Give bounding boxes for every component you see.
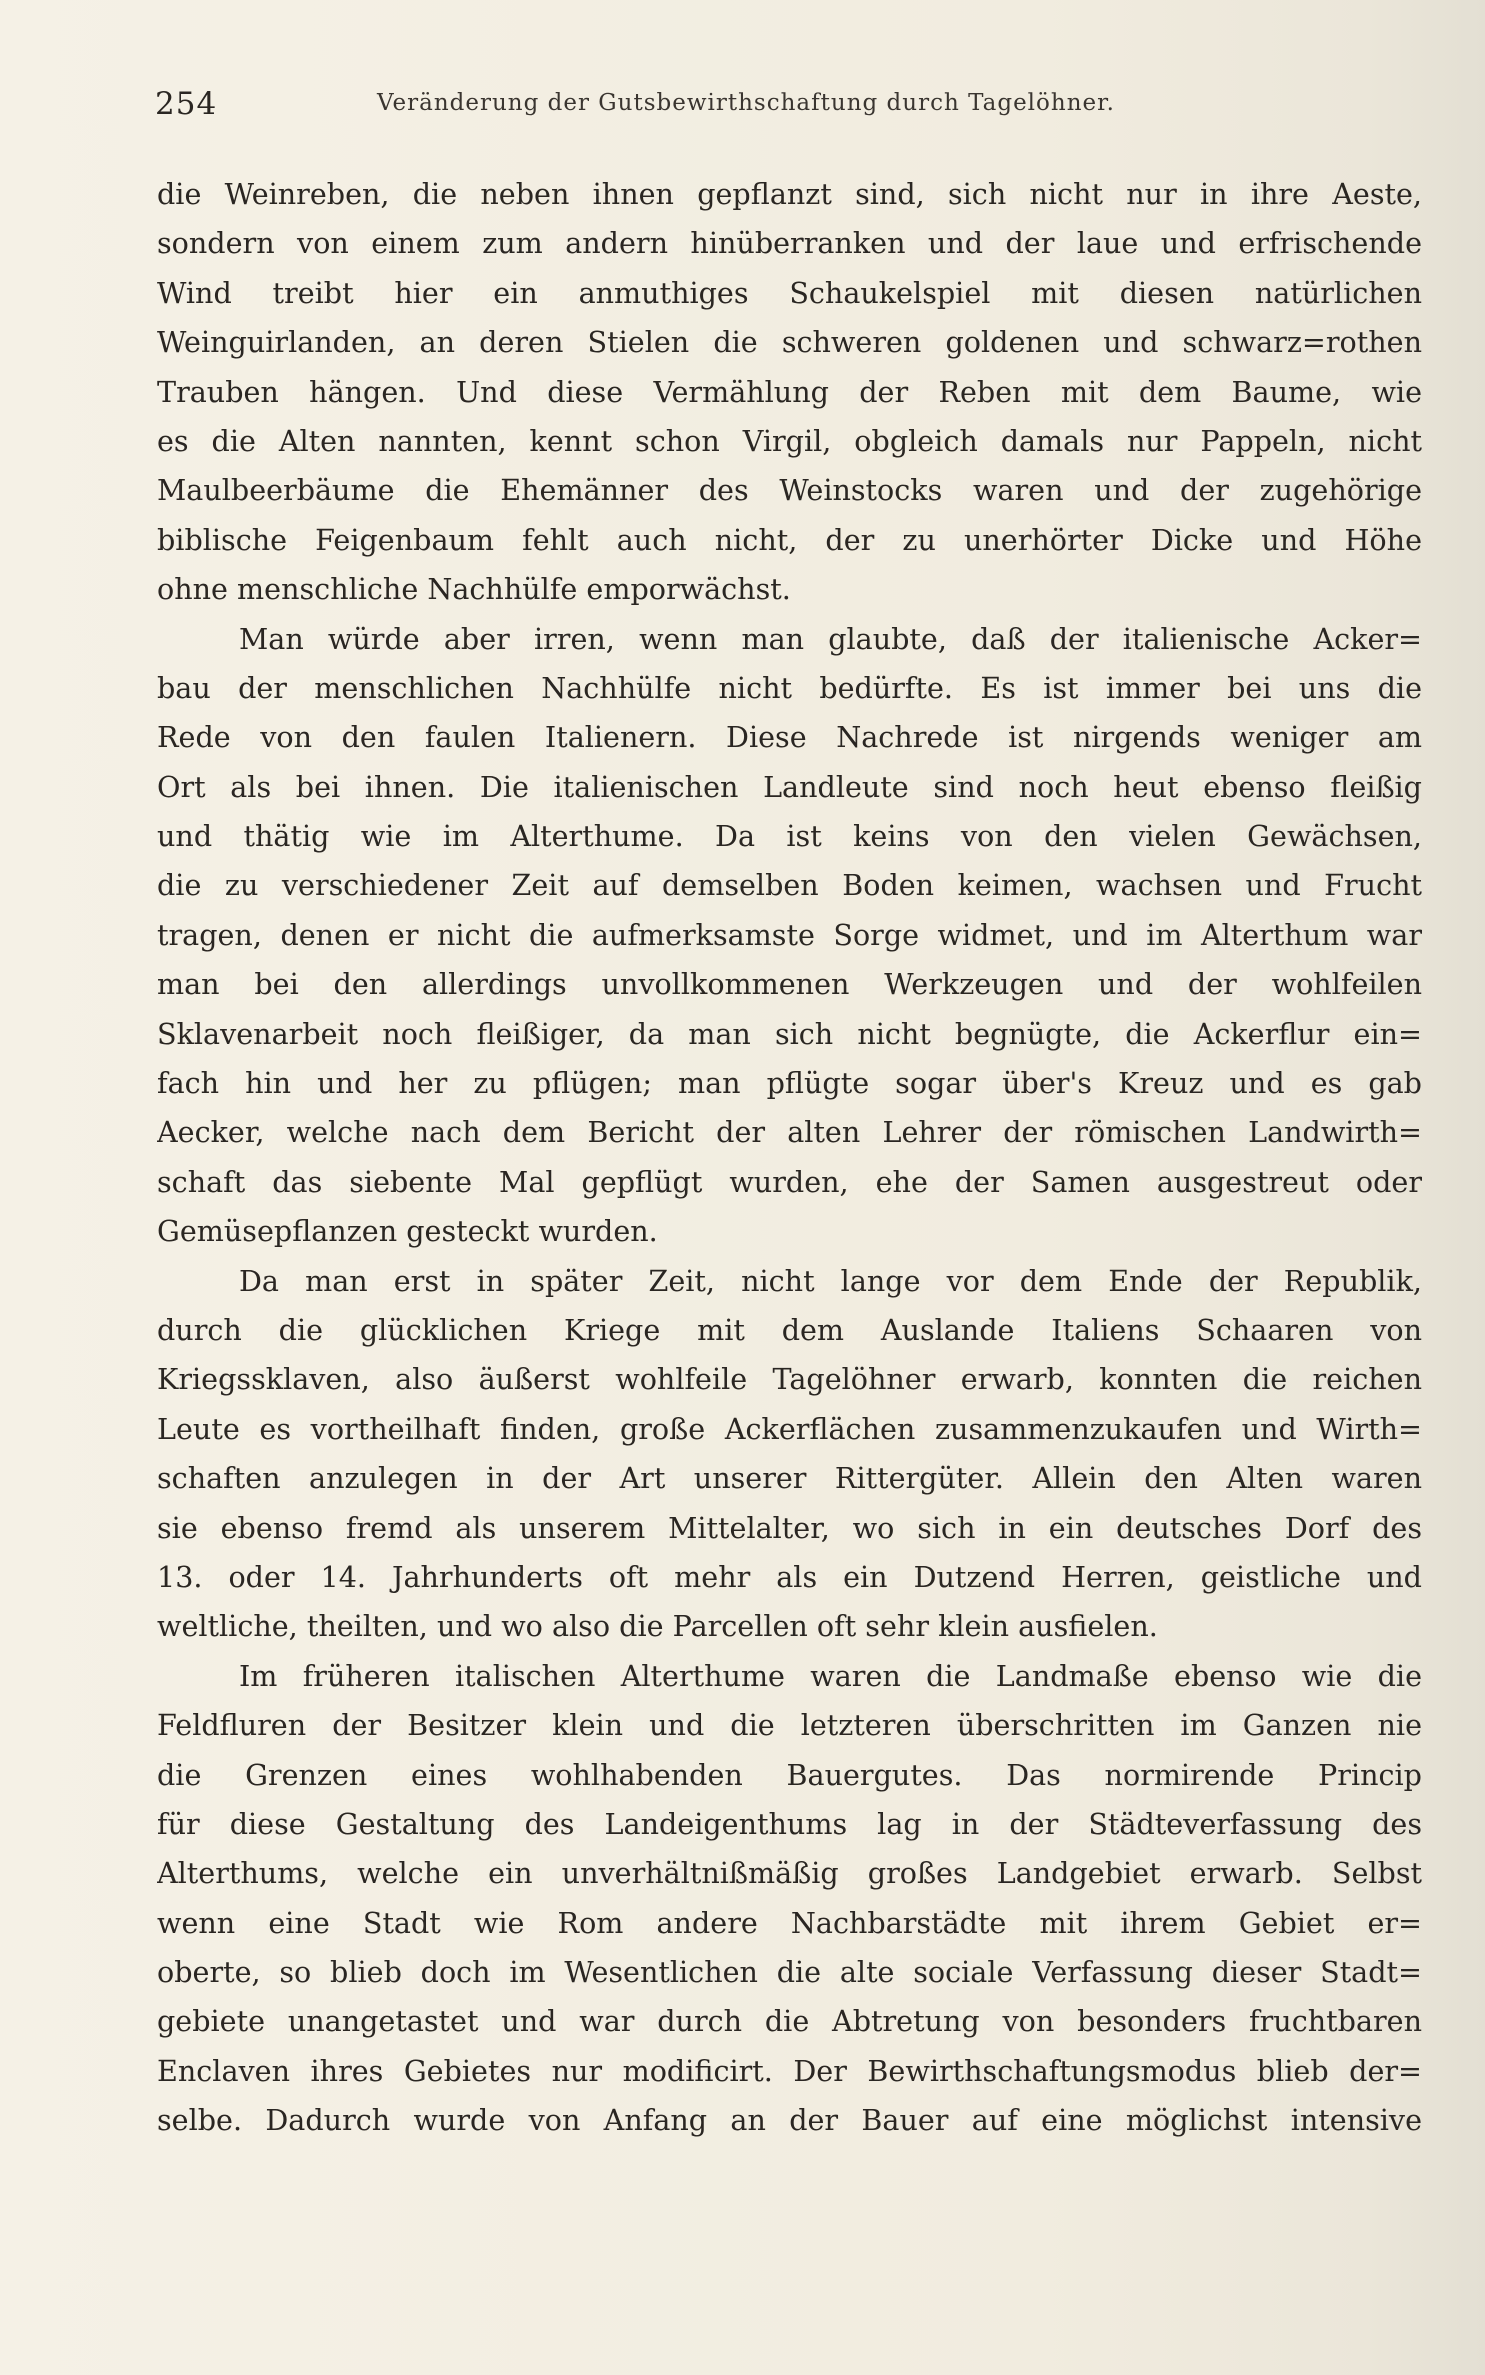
paragraph-start-line: Man würde aber irren, wenn man glaubte, daß der italienische Acker= (239, 621, 1422, 656)
text-line: Sklavenarbeit noch fleißiger, da man sich nicht begnügte, die Ackerflur ein= (157, 1016, 1422, 1051)
text-line: Trauben hängen. Und diese Vermählung der Reben mit dem Baume, wie (157, 374, 1422, 409)
text-line: oberte, so blieb doch im Wesentlichen die alte sociale Verfassung dieser Stadt= (157, 1955, 1422, 1990)
text-line: 13. oder 14. Jahrhunderts oft mehr als ein Dutzend Herren, geistliche und (157, 1559, 1422, 1594)
text-line: tragen, denen er nicht die aufmerksamste Sorge widmet, und im Alterthum war (157, 917, 1422, 952)
text-line: die Grenzen eines wohlhabenden Bauergutes. Das normirende Princip (157, 1757, 1422, 1792)
text-line: Weinguirlanden, an deren Stielen die schweren goldenen und schwarz=rothen (157, 325, 1422, 360)
text-line: fach hin und her zu pflügen; man pflügte sogar über's Kreuz und es gab (157, 1066, 1422, 1101)
text-line: schaften anzulegen in der Art unserer Rittergüter. Allein den Alten waren (157, 1461, 1422, 1496)
page-number: 254 (155, 86, 218, 122)
text-line: Kriegssklaven, also äußerst wohlfeile Tagelöhner erwarb, konnten die reichen (157, 1362, 1422, 1397)
text-line: gebiete unangetastet und war durch die Abtretung von besonders fruchtbaren (157, 2004, 1422, 2039)
body-text (157, 170, 1422, 2146)
text-line: es die Alten nannten, kennt schon Virgil, obgleich damals nur Pappeln, nicht (157, 423, 1422, 458)
text-line: Aecker, welche nach dem Bericht der alten Lehrer der römischen Landwirth= (157, 1115, 1422, 1150)
text-line: Rede von den faulen Italienern. Diese Nachrede ist nirgends weniger am (157, 720, 1422, 755)
text-line: wenn eine Stadt wie Rom andere Nachbarstädte mit ihrem Gebiet er= (157, 1905, 1422, 1940)
text-line: bau der menschlichen Nachhülfe nicht bedürfte. Es ist immer bei uns die (157, 670, 1422, 705)
text-line: Maulbeerbäume die Ehemänner des Weinstocks waren und der zugehörige (157, 473, 1422, 508)
text-line: Ort als bei ihnen. Die italienischen Landleute sind noch heut ebenso fleißig (157, 769, 1422, 804)
text-line: die Weinreben, die neben ihnen gepflanzt sind, sich nicht nur in ihre Aeste, (157, 177, 1422, 211)
text-line: Alterthums, welche ein unverhältnißmäßig großes Landgebiet erwarb. Selbst (157, 1856, 1422, 1891)
text-line: und thätig wie im Alterthume. Da ist keins von den vielen Gewächsen, (157, 819, 1422, 854)
page-header (155, 86, 1235, 130)
running-head: Veränderung der Gutsbewirthschaftung durch Tagelöhner. (377, 90, 1115, 116)
text-line: Enclaven ihres Gebietes nur modificirt. Der Bewirthschaftungsmodus blieb der= (157, 2053, 1422, 2088)
paragraph-start-line: Im früheren italischen Alterthume waren die Landmaße ebenso wie die (239, 1658, 1422, 1693)
text-line: ohne menschliche Nachhülfe emporwächst. (157, 572, 791, 607)
text-line: die zu verschiedener Zeit auf demselben Boden keimen, wachsen und Frucht (157, 868, 1422, 903)
text-line: biblische Feigenbaum fehlt auch nicht, der zu unerhörter Dicke und Höhe (157, 522, 1422, 557)
text-line: Leute es vortheilhaft finden, große Ackerflächen zusammenzukaufen und Wirth= (157, 1411, 1422, 1446)
text-line: schaft das siebente Mal gepflügt wurden, ehe der Samen ausgestreut oder (157, 1164, 1422, 1199)
text-line: sondern von einem zum andern hinüberranken und der laue und erfrischende (157, 226, 1422, 261)
text-line: weltliche, theilten, und wo also die Parcellen oft sehr klein ausfielen. (157, 1609, 1158, 1644)
text-line: für diese Gestaltung des Landeigenthums lag in der Städteverfassung des (157, 1806, 1422, 1841)
text-line: selbe. Dadurch wurde von Anfang an der Bauer auf eine möglichst intensive (157, 2103, 1422, 2138)
paragraph-start-line: Da man erst in später Zeit, nicht lange vor dem Ende der Republik, (239, 1263, 1422, 1298)
text-line: Feldfluren der Besitzer klein und die letzteren überschritten im Ganzen nie (157, 1708, 1422, 1743)
text-line: durch die glücklichen Kriege mit dem Auslande Italiens Schaaren von (157, 1312, 1422, 1347)
text-line: man bei den allerdings unvollkommenen Werkzeugen und der wohlfeilen (157, 967, 1422, 1002)
text-line: Wind treibt hier ein anmuthiges Schaukelspiel mit diesen natürlichen (157, 275, 1422, 310)
text-line: sie ebenso fremd als unserem Mittelalter, wo sich in ein deutsches Dorf des (157, 1510, 1422, 1545)
text-line: Gemüsepflanzen gesteckt wurden. (157, 1214, 658, 1249)
